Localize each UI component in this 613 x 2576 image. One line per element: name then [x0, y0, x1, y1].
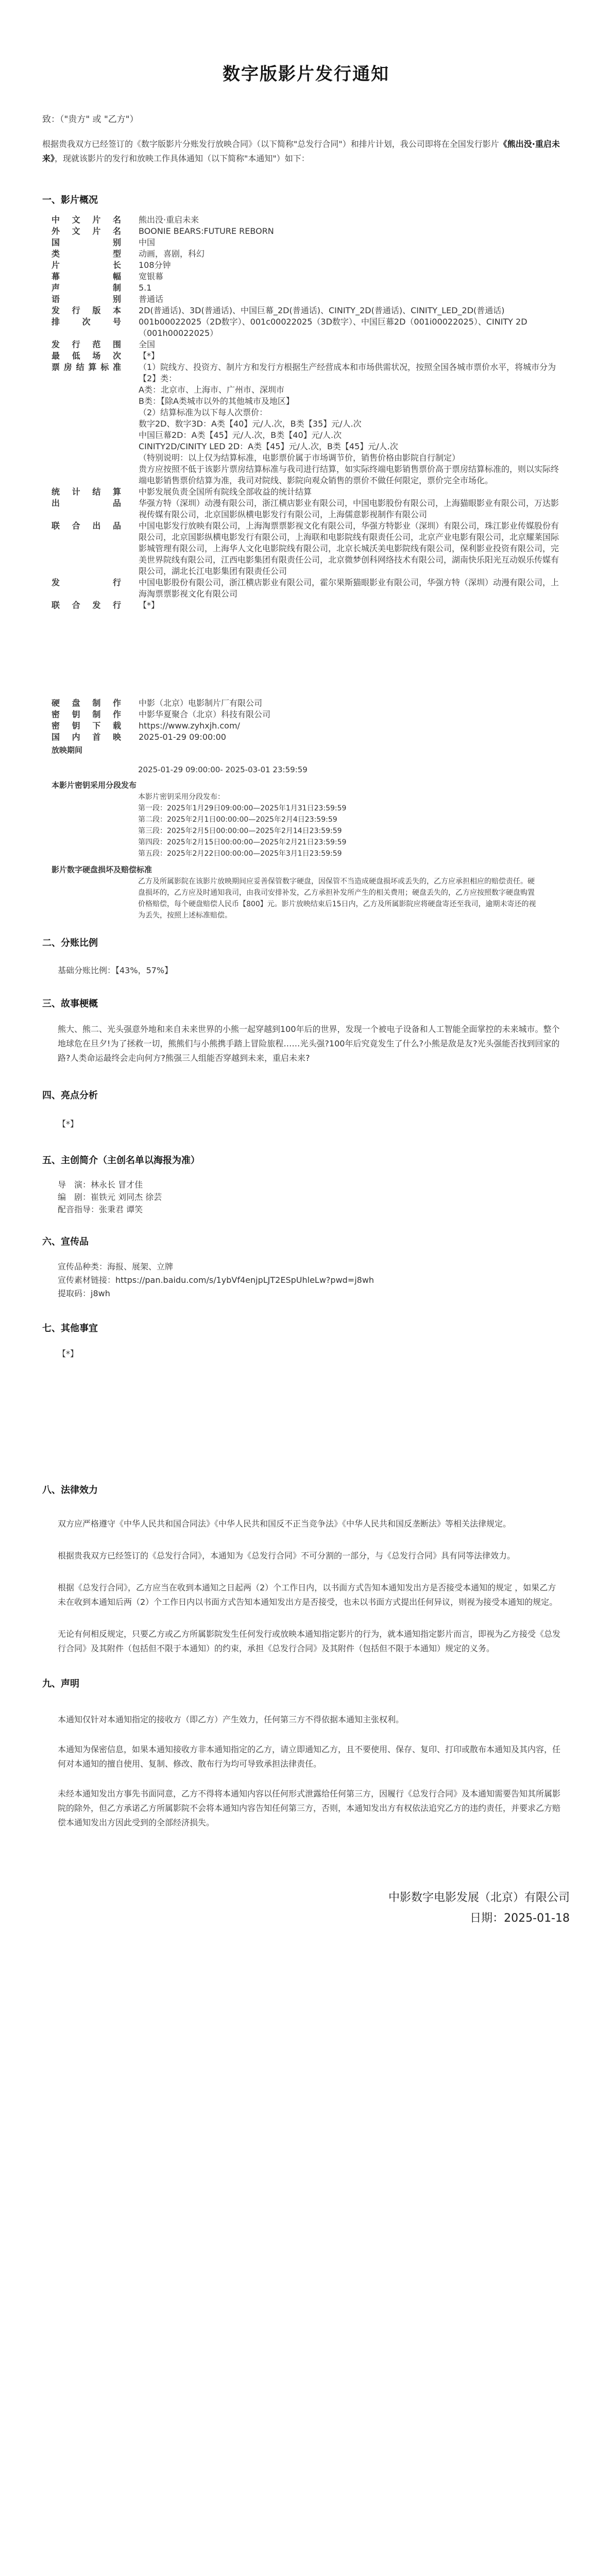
- keys-intro: 本影片密钥采用分段发布：: [138, 793, 225, 801]
- info-key: 幕幅: [52, 272, 121, 281]
- info-row: [52, 226, 567, 237]
- promo-link[interactable]: 宣传素材链接：https://pan.baidu.com/s/1ybVf4enjpLJT2ESpUhleLw?pwd=j8wh: [58, 1275, 374, 1285]
- info-value: 中国电影发行放映有限公司，上海淘票票影视文化有限公司，华强方特影业（深圳）有限公司，珠江影业传媒股份有限公司，北京国影纵横电影发行有限公司，上海联和电影院线有限责任公司，北京产业电影有限公司，北京耀莱国际影城管理有限公司，上海华人文化电影院线有限公司，北京长城沃美电影院线有限公司，保利影业投资有限公司，完美世界院线有限公司，江西电影集团有限责任公司，北京微梦创科网络技术有限公司，湖南快乐阳光互动娱乐传媒有限公司，湖北长江电影集团有限责任公司: [139, 521, 559, 576]
- info-row: [52, 305, 567, 316]
- settlement-line: 贵方应按照不低于该影片票房结算标准与我司进行结算，如实际终端电影销售票价高于票房结算标准的，则以实际终端电影销售票价结算为准，我司对院线、影院向观众销售的票价不做任何限定，票价完全市场化。: [139, 464, 559, 485]
- keys-block: [138, 791, 570, 859]
- section-2-heading: 二、分账比例: [42, 938, 98, 948]
- info-row: [52, 498, 567, 520]
- screening-period: 2025-01-29 09:00:00- 2025-03-01 23:59:59: [138, 765, 308, 774]
- section-6-heading: 六、宣传品: [42, 1236, 89, 1247]
- section-3-heading: 三、故事梗概: [42, 998, 98, 1009]
- info-value: 普通话: [139, 294, 164, 304]
- info-key: 排次号: [52, 317, 121, 327]
- info-value: 2025-01-29 09:00:00: [139, 732, 226, 742]
- settlement-line: CINITY2D/CINITY LED 2D：A类【45】元/人.次，B类【45】元/人.次: [139, 442, 398, 451]
- legal-paragraph: 根据贵我双方已经签订的《总发行合同》，本通知为《总发行合同》不可分割的一部分，与《总发行合同》具有同等法律效力。: [58, 1551, 516, 1561]
- info-value: 中影华夏聚合（北京）科技有限公司: [139, 709, 271, 719]
- addressee: 致：（"贵方" 或 "乙方"）: [42, 114, 139, 125]
- info-row: [52, 600, 567, 611]
- legal-paragraph: 根据《总发行合同》，乙方应当在收到本通知之日起两（2）个工作日内，以书面方式告知本通知发出方是否接受本通知的规定 ，如果乙方未在收到本通知后两（2）个工作日内以书面方式告知本通知发出方是否接受，也未以书面方式提出任何异议，则视为接受本通知的规定。: [58, 1583, 558, 1607]
- info-key: 联合出品: [52, 521, 121, 531]
- highlights: 【*】: [58, 1119, 79, 1129]
- tech-info-table: [52, 698, 567, 743]
- screening-period-label: 放映期间: [52, 745, 83, 755]
- info-key: 硬盘制作: [52, 698, 121, 708]
- info-row: [52, 577, 567, 600]
- settlement-line: （特别说明：以上仅为结算标准，电影票价属于市场调节价，销售价格由影院自行制定）: [139, 453, 461, 463]
- info-key: 密钥制作: [52, 709, 121, 719]
- section-1-heading: 一、影片概况: [42, 195, 98, 206]
- info-row: [52, 248, 567, 260]
- settlement-line: B类：【除A类城市以外的其他城市及地区】: [139, 396, 294, 406]
- info-value: 001b00022025（2D数字）、001c00022025（3D数字）、中国巨幕2D（001i00022025）、CINITY 2D（001h00022025）: [139, 317, 527, 338]
- issuer-company: 中影数字电影发展（北京）有限公司: [388, 1891, 570, 1904]
- info-value: BOONIE BEARS:FUTURE REBORN: [139, 226, 274, 236]
- legal-paragraph: 无论有何相反规定，只要乙方或乙方所属影院发生任何发行或放映本通知指定影片的行为，就本通知指定影片而言，即视为乙方接受《总发行合同》及其附件（包括但不限于本通知）的约束，承担《总发行合同》及其附件（包括但不限于本通知）规定的义务。: [58, 1629, 561, 1653]
- promo-materials: [58, 1260, 570, 1300]
- info-value: 2D(普通话)、3D(普通话)、中国巨幕_2D(普通话)、CINITY_2D(普通话)、CINITY_LED_2D(普通话): [139, 306, 505, 315]
- info-value: 中国: [139, 238, 156, 247]
- info-row: [52, 282, 567, 294]
- notice-document: [42, 0, 570, 1929]
- film-name-highlight: 《熊出没·重启未来》: [42, 139, 560, 163]
- info-row: [52, 237, 567, 248]
- page-title: 数字版影片发行通知: [223, 64, 389, 84]
- settlement-line: 中国巨幕2D：A类【45】元/人.次，B类【40】元/人.次: [139, 430, 342, 440]
- intro-pre: 根据贵我双方已经签订的《数字版影片分账发行放映合同》（以下简称"总发行合同"）和排片计划，我公司即将在全国发行影片: [42, 139, 499, 149]
- info-key: 发行版本: [52, 306, 121, 315]
- section-5-heading: 五、主创简介（主创名单以海报为准）: [42, 1155, 200, 1166]
- issue-date: 日期：2025-01-18: [470, 1912, 570, 1925]
- info-value: 108分钟: [139, 260, 171, 270]
- settlement-line: （1）院线方、投资方、制片方和发行方根据生产经营成本和市场供需状况，按照全国各城市票价水平，将城市分为【2】类：: [139, 362, 556, 383]
- split-ratio: 基础分账比例：【43%，57%】: [58, 965, 173, 975]
- info-row: [52, 720, 567, 732]
- info-key: 片长: [52, 260, 121, 270]
- info-key: 联合发行: [52, 600, 121, 610]
- info-key: 声制: [52, 283, 121, 293]
- info-value: 熊出没·重启未来: [139, 215, 199, 225]
- key-segment: 第二段：2025年2月1日00:00:00—2025年2月4日23:59:59: [138, 816, 337, 824]
- creator-line: 配音指导：张秉君 谭笑: [58, 1205, 143, 1214]
- info-key: 密钥下载: [52, 721, 121, 731]
- legal-paragraph: 双方应严格遵守《中华人民共和国合同法》《中华人民共和国反不正当竞争法》《中华人民共和国反垄断法》等相关法律规定。: [58, 1519, 512, 1529]
- section-7-heading: 七、其他事宜: [42, 1323, 98, 1334]
- disk-compensation: 乙方及所属影院在该影片放映期间应妥善保管数字硬盘，因保管不当造成硬盘损坏或丢失的，乙方应承担相应的赔偿责任。硬盘损坏的，乙方应及时通知我司，由我司安排补发，乙方承担补发所产生的相关费用；硬盘丢失的，乙方应按照数字硬盘购置价格赔偿，每个硬盘赔偿人民币【800】元。影片放映结束后15日内，乙方及所属影院应将硬盘寄还至我司，逾期未寄还的视为丢失，按照上述标准赔偿。: [138, 877, 536, 920]
- film-info-table: [52, 214, 567, 611]
- info-value: 5.1: [139, 283, 152, 293]
- info-row: [52, 271, 567, 282]
- info-key: 出品: [52, 498, 121, 508]
- info-value: 【*】: [139, 351, 160, 361]
- info-row: [52, 339, 567, 350]
- info-key: 票房结算标准: [52, 362, 121, 372]
- settlement-line: （2）结算标准为以下每人次票价：: [139, 408, 268, 417]
- info-key: 国别: [52, 238, 121, 247]
- info-value: 【*】: [139, 600, 160, 610]
- info-key: 语别: [52, 294, 121, 304]
- key-segment: 第一段：2025年1月29日09:00:00—2025年1月31日23:59:59: [138, 804, 347, 812]
- intro-paragraph: [42, 137, 570, 166]
- info-row: [52, 294, 567, 305]
- statement-paragraph: 本通知为保密信息，如果本通知接收方非本通知指定的乙方，请立即通知乙方，且不要使用、保存、复印、打印或散布本通知及其内容，任何对本通知的擅自使用、复制、修改、散布行为均可导致承担法律责任。: [58, 1744, 561, 1769]
- signature-block: [42, 1888, 570, 1929]
- promo-line: 提取码：j8wh: [58, 1289, 110, 1298]
- info-key: 外文片名: [52, 226, 121, 236]
- info-key: 类型: [52, 249, 121, 259]
- info-value: 中影（北京）电影制片厂有限公司: [139, 698, 263, 708]
- info-key: 统计结算: [52, 487, 121, 497]
- keys-label: 本影片密钥采用分段发布: [52, 781, 137, 790]
- info-value: 中国电影股份有限公司，浙江横店影业有限公司，霍尔果斯猫眼影业有限公司，华强方特（深圳）动漫有限公司，上海淘票票影视文化有限公司: [139, 578, 559, 599]
- section-9-heading: 九、声明: [42, 1679, 79, 1689]
- creator-line: 编 剧：崔铁元 刘同杰 徐芸: [58, 1192, 162, 1202]
- settlement-line: A类：北京市、上海市、广州市、深圳市: [139, 385, 284, 395]
- section-4-heading: 四、亮点分析: [42, 1090, 98, 1101]
- key-segment: 第三段：2025年2月5日00:00:00—2025年2月14日23:59:59: [138, 827, 342, 835]
- info-row: [52, 698, 567, 709]
- info-key: 发行: [52, 578, 121, 587]
- statement-paragraph: 未经本通知发出方事先书面同意，乙方不得将本通知内容以任何形式泄露给任何第三方，因履行《总发行合同》及本通知需要告知其所属影院的除外，但乙方承诺乙方所属影院不会将本通知内容告知任何第三方，否则，本通知发出方有权依法追究乙方的违约责任，并要求乙方赔偿本通知发出方因此受到的全部经济损失。: [58, 1789, 561, 1827]
- info-row: [52, 350, 567, 362]
- info-row: [52, 486, 567, 498]
- info-key: 中文片名: [52, 215, 121, 225]
- info-key: 发行范围: [52, 340, 121, 349]
- statement-paragraph: 本通知仅针对本通知指定的接收方（即乙方）产生效力，任何第三方不得依据本通知主张权利。: [58, 1715, 404, 1724]
- info-value: 宽银幕: [139, 272, 164, 281]
- key-segment: 第四段：2025年2月15日00:00:00—2025年2月21日23:59:59: [138, 838, 347, 846]
- info-row: [52, 520, 567, 577]
- settlement-line: 数字2D、数字3D：A类【40】元/人.次，B类【35】元/人.次: [139, 419, 362, 429]
- info-row: [52, 214, 567, 226]
- info-row: [52, 732, 567, 743]
- key-segment: 第五段：2025年2月22日00:00:00—2025年3月1日23:59:59: [138, 850, 342, 858]
- disk-label: 影片数字硬盘损坏及赔偿标准: [52, 865, 152, 874]
- info-value: 华强方特（深圳）动漫有限公司，浙江横店影业有限公司，中国电影股份有限公司，上海猫眼影业有限公司，万达影视传媒有限公司，北京国影纵横电影发行有限公司，上海儒意影视制作有限公司: [139, 498, 559, 519]
- settlement-standard: [129, 362, 567, 486]
- promo-line: 宣传品种类：海报、展架、立牌: [58, 1262, 174, 1272]
- creator-line: 导 演：林永长 冒才佳: [58, 1180, 143, 1190]
- info-row: [52, 709, 567, 720]
- info-key: 国内首映: [52, 732, 121, 742]
- synopsis: 熊大、熊二、光头强意外地和来自未来世界的小熊一起穿越到100年后的世界，发现一个被电子设备和人工智能全面掌控的未来城市。整个地球危在旦夕!为了拯救一切，熊熊们与小熊携手踏上冒险旅程……光头强?100年后究竟发生了什么?小熊是敌是友?光头强能否找到回家的路?人类命运最终会走向何方?熊强三人组能否穿越到未来，重启未来?: [58, 1024, 560, 1063]
- info-row: [52, 260, 567, 271]
- info-value: 中影发展负责全国所有院线全部收益的统计结算: [139, 487, 312, 497]
- other-matters: 【*】: [58, 1349, 79, 1359]
- info-row: [52, 316, 567, 339]
- key-download-link[interactable]: https://www.zyhxjh.com/: [139, 721, 240, 731]
- info-key: 最低场次: [52, 351, 121, 361]
- section-8-heading: 八、法律效力: [42, 1485, 98, 1496]
- info-row: [52, 362, 567, 486]
- info-value: 全国: [139, 340, 156, 349]
- intro-post: ，现就该影片的发行和放映工作具体通知（以下简称"本通知"）如下：: [55, 154, 310, 163]
- creators: [58, 1179, 570, 1216]
- info-value: 动画，喜剧，科幻: [139, 249, 205, 259]
